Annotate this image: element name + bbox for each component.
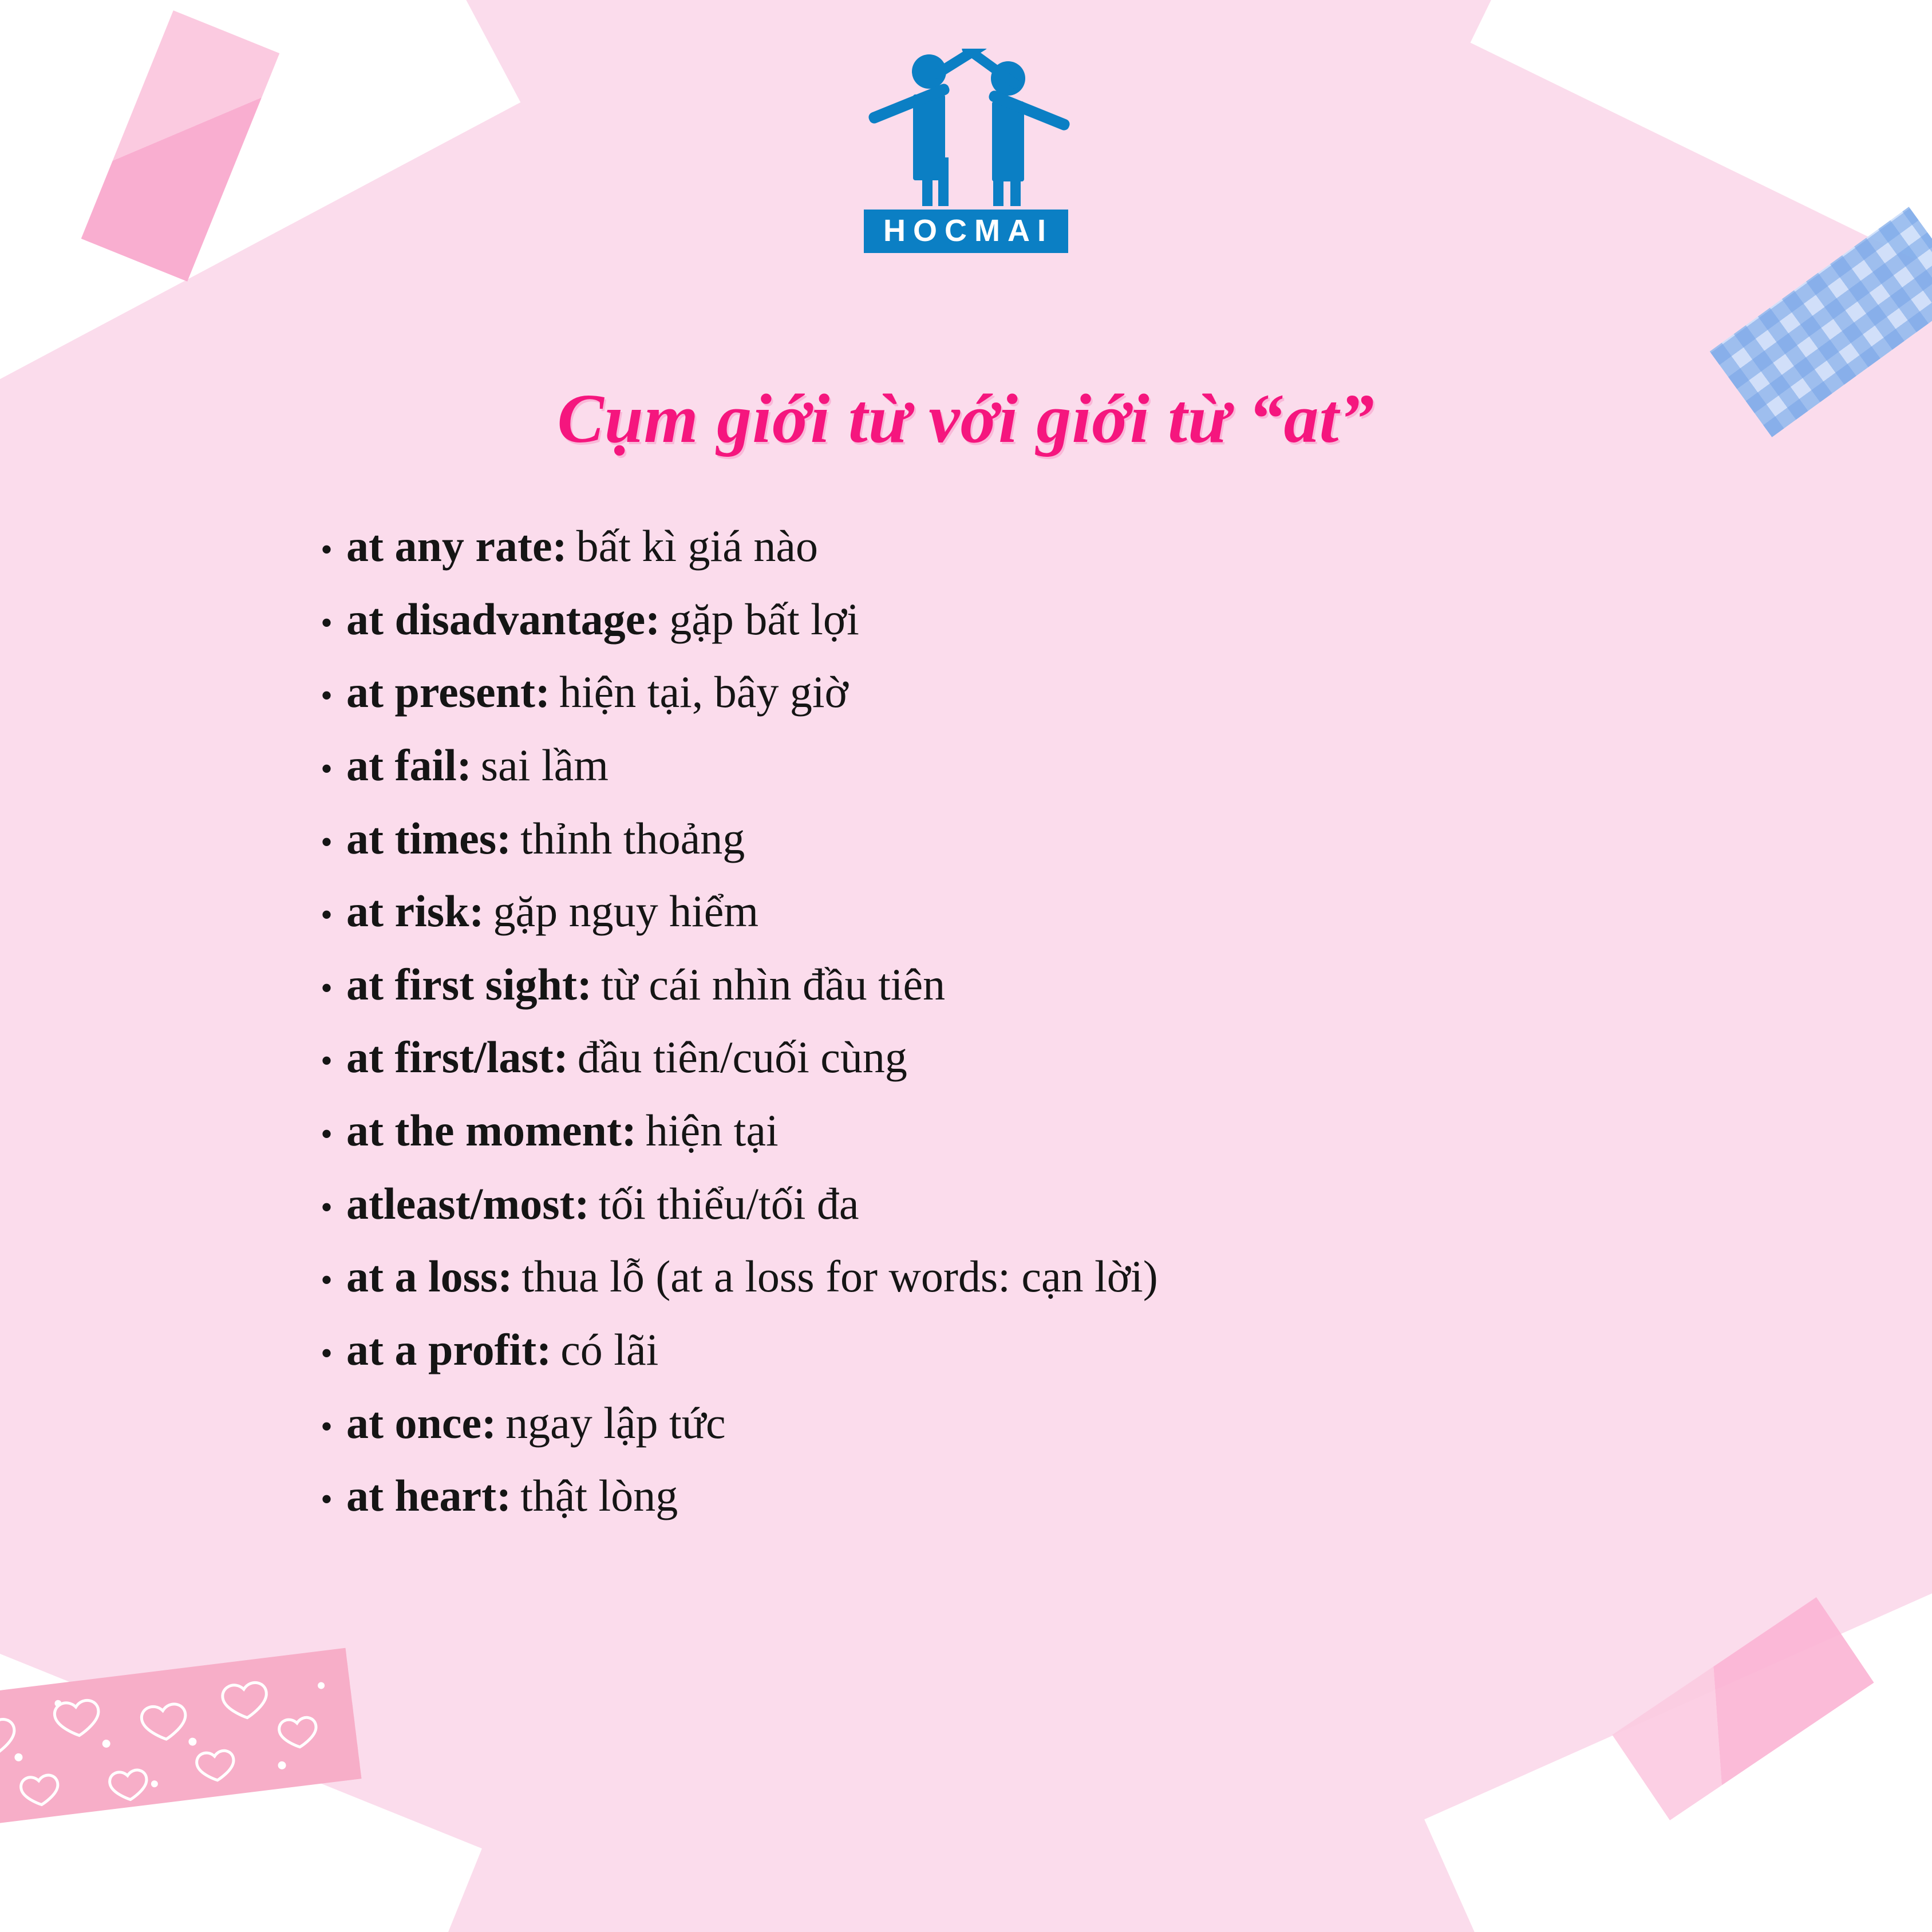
bullet-icon: •: [321, 969, 333, 1007]
logo-wordmark: HOCMAI: [864, 210, 1068, 253]
list-item: [321, 954, 1829, 1016]
phrase-separator: :: [536, 1324, 552, 1374]
phrase-term: at a profit: [346, 1324, 537, 1374]
brand-logo: [0, 49, 1932, 253]
bullet-icon: •: [321, 1261, 333, 1299]
phrase-separator: :: [621, 1105, 637, 1155]
phrase-meaning: thua lỗ (at a loss for words: cạn lời): [521, 1251, 1158, 1302]
bullet-icon: •: [321, 1115, 333, 1153]
phrase-separator: :: [481, 1397, 497, 1448]
phrase-term: at first sight: [346, 959, 577, 1009]
phrase-list: [321, 515, 1829, 1538]
bullet-icon: •: [321, 1334, 333, 1372]
phrase-term: at risk: [346, 886, 469, 937]
phrase-meaning: tối thiểu/tối đa: [598, 1178, 859, 1228]
phrase-term: at heart: [346, 1471, 497, 1521]
phrase-separator: :: [497, 1251, 513, 1302]
phrase-term: at times: [346, 813, 497, 863]
list-item: [321, 1246, 1829, 1307]
phrase-meaning: gặp bất lợi: [669, 594, 859, 644]
bullet-icon: •: [321, 603, 333, 642]
phrase-separator: :: [456, 740, 472, 790]
list-item: [321, 734, 1829, 796]
phrase-meaning: có lãi: [560, 1324, 659, 1374]
phrase-term: at disadvantage: [346, 594, 646, 644]
list-item: [321, 1319, 1829, 1381]
list-item: [321, 1392, 1829, 1454]
bullet-icon: •: [321, 1188, 333, 1226]
phrase-meaning: bất kì giá nào: [576, 521, 818, 571]
bullet-icon: •: [321, 823, 333, 861]
phrase-term: at any rate: [346, 521, 552, 571]
list-item: [321, 880, 1829, 942]
phrase-meaning: ngay lập tức: [505, 1397, 726, 1448]
phrase-term: at the moment: [346, 1105, 622, 1155]
page-title: Cụm giới từ với giới từ “at”: [557, 380, 1375, 457]
phrase-separator: :: [469, 886, 484, 937]
phrase-separator: :: [552, 521, 567, 571]
phrase-meaning: hiện tại: [645, 1105, 779, 1155]
list-item: [321, 1465, 1829, 1527]
phrase-separator: :: [496, 1471, 512, 1521]
bullet-icon: •: [321, 1042, 333, 1080]
list-item: [321, 588, 1829, 650]
list-item: [321, 515, 1829, 577]
phrase-separator: :: [574, 1178, 590, 1228]
phrase-term: at fail: [346, 740, 457, 790]
phrase-meaning: từ cái nhìn đầu tiên: [600, 959, 946, 1009]
bullet-icon: •: [321, 531, 333, 568]
phrase-separator: :: [553, 1032, 568, 1082]
phrase-separator: :: [576, 959, 592, 1009]
phrase-term: at a loss: [346, 1251, 498, 1302]
phrase-term: at present: [346, 667, 536, 717]
list-item: [321, 1100, 1829, 1161]
phrase-separator: :: [496, 813, 512, 863]
phrase-meaning: thật lòng: [520, 1471, 678, 1521]
phrase-meaning: hiện tại, bây giờ: [559, 667, 848, 717]
list-item: [321, 1173, 1829, 1235]
bullet-icon: •: [321, 749, 333, 788]
phrase-term: at first/last: [346, 1032, 554, 1082]
phrase-term: at once: [346, 1397, 482, 1448]
phrase-meaning: thỉnh thoảng: [520, 813, 745, 863]
phrase-term: atleast/most: [346, 1178, 575, 1228]
phrase-meaning: sai lầm: [480, 740, 609, 790]
bullet-icon: •: [321, 677, 333, 715]
bullet-icon: •: [321, 1480, 333, 1519]
list-item: [321, 661, 1829, 723]
bullet-icon: •: [321, 1407, 333, 1445]
phrase-meaning: đầu tiên/cuối cùng: [577, 1032, 907, 1082]
phrase-separator: :: [645, 594, 661, 644]
bullet-icon: •: [321, 896, 333, 934]
phrase-separator: :: [535, 667, 551, 717]
list-item: [321, 808, 1829, 870]
two-people-logo-icon: [860, 49, 1072, 206]
phrase-meaning: gặp nguy hiểm: [493, 886, 759, 937]
list-item: [321, 1026, 1829, 1088]
